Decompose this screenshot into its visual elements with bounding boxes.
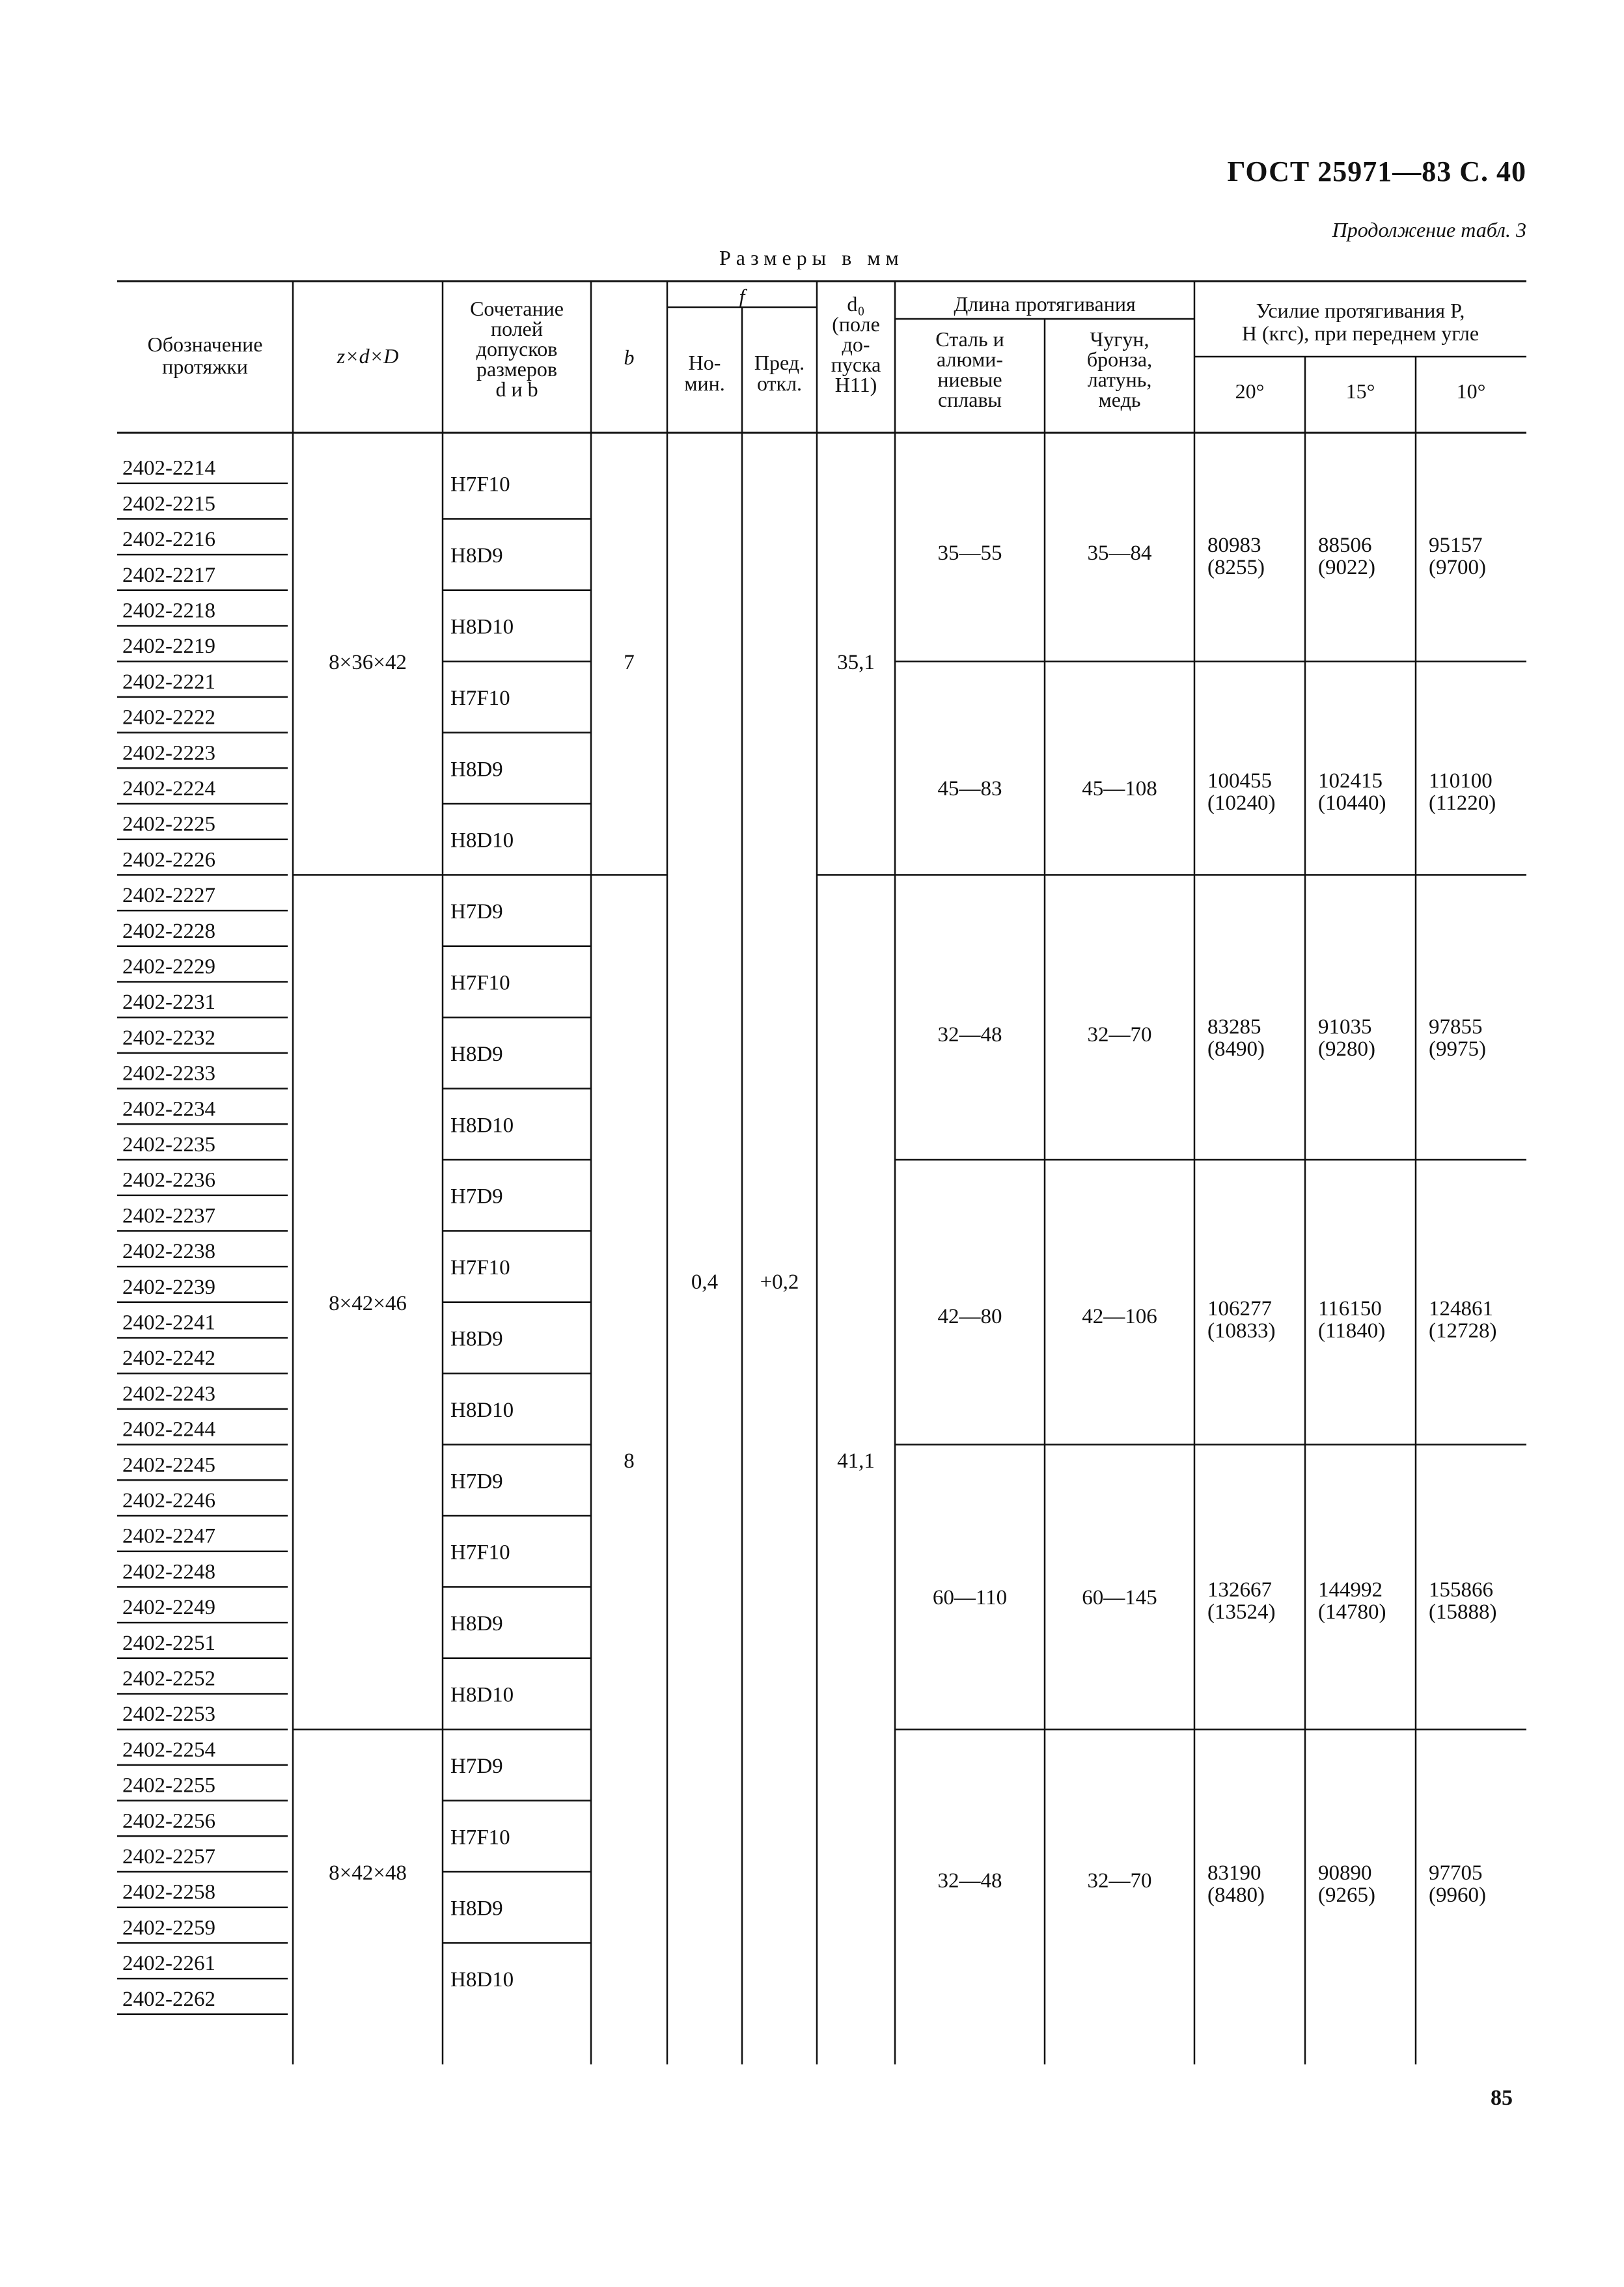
designation-cell: 2402-2219 bbox=[122, 635, 215, 659]
length-steel-cell: 60—110 bbox=[932, 1586, 1008, 1609]
header-f-nominal: Но- bbox=[688, 351, 721, 374]
force-cell-newton: 83190 bbox=[1207, 1861, 1261, 1885]
designation-cell: 2402-2229 bbox=[122, 955, 215, 979]
length-iron-cell: 35—84 bbox=[1087, 541, 1152, 565]
designation-cell: 2402-2234 bbox=[122, 1097, 215, 1121]
force-cell-newton: 83285 bbox=[1207, 1015, 1261, 1039]
force-cell-kgf: (12728) bbox=[1429, 1319, 1497, 1343]
force-cell-newton: 100455 bbox=[1207, 769, 1272, 793]
header-combo: Сочетание bbox=[470, 297, 564, 320]
designation-cell: 2402-2243 bbox=[122, 1382, 215, 1406]
header-f-deviation: Пред. bbox=[754, 351, 805, 374]
header-length-iron: Чугун, bbox=[1090, 327, 1149, 351]
force-cell-kgf: (10240) bbox=[1207, 791, 1276, 815]
header-length-iron: бронза, bbox=[1086, 348, 1153, 371]
header-d0: пуска bbox=[831, 353, 881, 376]
header-b: b bbox=[624, 346, 635, 369]
designation-cell: 2402-2222 bbox=[122, 705, 215, 730]
force-cell-newton: 110100 bbox=[1429, 769, 1493, 793]
header-force: Н (кгс), при переднем угле bbox=[1241, 322, 1479, 345]
designation-cell: 2402-2227 bbox=[122, 884, 215, 908]
designation-cell: 2402-2261 bbox=[122, 1952, 215, 1976]
length-steel-cell: 32—48 bbox=[937, 1869, 1002, 1893]
designation-cell: 2402-2231 bbox=[122, 991, 215, 1015]
header-length-steel: Сталь и bbox=[935, 327, 1004, 351]
combo-cell: H8D10 bbox=[450, 829, 514, 853]
combo-cell: H7F10 bbox=[450, 686, 510, 710]
combo-cell: H7F10 bbox=[450, 1541, 510, 1565]
f-deviation-cell: +0,2 bbox=[760, 1270, 799, 1294]
header-angle-15: 15° bbox=[1345, 379, 1375, 403]
combo-cell: H8D9 bbox=[450, 1327, 503, 1351]
force-cell-kgf: (8490) bbox=[1207, 1037, 1265, 1061]
designation-cell: 2402-2223 bbox=[122, 741, 215, 765]
header-length-steel: ниевые bbox=[937, 368, 1002, 391]
force-cell-kgf: (14780) bbox=[1318, 1600, 1386, 1624]
combo-cell: H7F10 bbox=[450, 971, 510, 995]
designation-cell: 2402-2249 bbox=[122, 1596, 215, 1620]
d0-cell: 35,1 bbox=[837, 651, 875, 675]
length-steel-cell: 35—55 bbox=[937, 541, 1002, 565]
designation-cell: 2402-2221 bbox=[122, 670, 215, 694]
designation-cell: 2402-2216 bbox=[122, 528, 215, 552]
designation-cell: 2402-2255 bbox=[122, 1773, 215, 1798]
combo-cell: H8D9 bbox=[450, 758, 503, 782]
force-cell-kgf: (11220) bbox=[1429, 791, 1496, 815]
header-length: Длина протягивания bbox=[954, 292, 1136, 316]
header-designation: Обозначение bbox=[147, 333, 263, 356]
combo-cell: H8D10 bbox=[450, 1114, 514, 1138]
f-nominal-cell: 0,4 bbox=[691, 1270, 719, 1294]
length-steel-cell: 42—80 bbox=[937, 1305, 1002, 1328]
designation-cell: 2402-2259 bbox=[122, 1916, 215, 1940]
designation-cell: 2402-2239 bbox=[122, 1275, 215, 1299]
header-force: Усилие протягивания P, bbox=[1256, 299, 1465, 322]
combo-cell: H8D10 bbox=[450, 615, 514, 639]
force-cell-kgf: (8480) bbox=[1207, 1883, 1265, 1907]
designation-cell: 2402-2238 bbox=[122, 1240, 215, 1264]
force-cell-kgf: (9960) bbox=[1429, 1883, 1486, 1907]
designation-cell: 2402-2214 bbox=[122, 456, 215, 480]
header-combo: размеров bbox=[476, 357, 557, 381]
zdD-cell: 8×36×42 bbox=[329, 651, 407, 675]
header-combo: полей bbox=[491, 317, 543, 340]
combo-cell: H8D9 bbox=[450, 1042, 503, 1066]
header-d0: d₀ bbox=[847, 292, 865, 316]
designation-cell: 2402-2218 bbox=[122, 599, 215, 623]
designation-cell: 2402-2237 bbox=[122, 1204, 215, 1228]
force-cell-newton: 124861 bbox=[1429, 1297, 1493, 1321]
zdD-cell: 8×42×48 bbox=[329, 1861, 407, 1885]
force-cell-kgf: (9975) bbox=[1429, 1037, 1486, 1061]
designation-cell: 2402-2233 bbox=[122, 1061, 215, 1086]
header-d0: до- bbox=[842, 333, 870, 356]
combo-cell: H7F10 bbox=[450, 1256, 510, 1280]
length-iron-cell: 42—106 bbox=[1082, 1305, 1157, 1328]
combo-cell: H7D9 bbox=[450, 1470, 503, 1494]
length-steel-cell: 45—83 bbox=[937, 777, 1002, 801]
header-f: f bbox=[739, 284, 745, 308]
designation-cell: 2402-2244 bbox=[122, 1417, 215, 1442]
designation-cell: 2402-2251 bbox=[122, 1631, 215, 1655]
force-cell-newton: 155866 bbox=[1429, 1578, 1493, 1602]
combo-cell: H8D10 bbox=[450, 1398, 514, 1422]
designation-cell: 2402-2215 bbox=[122, 492, 215, 516]
header-designation: протяжки bbox=[162, 355, 248, 378]
designation-cell: 2402-2256 bbox=[122, 1809, 215, 1833]
header-angle-10: 10° bbox=[1456, 379, 1486, 403]
force-cell-newton: 97855 bbox=[1429, 1015, 1483, 1039]
force-cell-newton: 80983 bbox=[1207, 534, 1261, 557]
header-f-deviation: откл. bbox=[756, 372, 803, 395]
designation-cell: 2402-2253 bbox=[122, 1703, 215, 1727]
page-number: 85 bbox=[1491, 2086, 1513, 2110]
table-continuation-note: Продолжение табл. 3 bbox=[1332, 218, 1526, 241]
combo-cell: H7D9 bbox=[450, 900, 503, 924]
designation-cell: 2402-2247 bbox=[122, 1524, 215, 1548]
d0-cell: 41,1 bbox=[837, 1449, 875, 1473]
header-d0: H11) bbox=[834, 373, 877, 396]
zdD-cell: 8×42×46 bbox=[329, 1291, 407, 1315]
force-cell-newton: 132667 bbox=[1207, 1578, 1272, 1602]
force-cell-newton: 88506 bbox=[1318, 534, 1372, 557]
force-cell-kgf: (11840) bbox=[1318, 1319, 1386, 1343]
force-cell-kgf: (8255) bbox=[1207, 556, 1265, 579]
header-length-iron: латунь, bbox=[1087, 368, 1152, 391]
designation-cell: 2402-2232 bbox=[122, 1026, 215, 1050]
combo-cell: H8D10 bbox=[450, 1968, 514, 1992]
force-cell-newton: 144992 bbox=[1318, 1578, 1383, 1602]
designation-cell: 2402-2245 bbox=[122, 1453, 215, 1477]
designation-cell: 2402-2248 bbox=[122, 1560, 215, 1584]
header-zdD: z×d×D bbox=[337, 344, 399, 368]
force-cell-kgf: (15888) bbox=[1429, 1600, 1497, 1624]
designation-cell: 2402-2246 bbox=[122, 1489, 215, 1513]
force-cell-newton: 97705 bbox=[1429, 1861, 1483, 1885]
force-cell-kgf: (9280) bbox=[1318, 1037, 1375, 1061]
header-length-steel: алюми- bbox=[937, 348, 1003, 371]
designation-cell: 2402-2226 bbox=[122, 848, 215, 872]
length-steel-cell: 32—48 bbox=[937, 1023, 1002, 1047]
designation-cell: 2402-2225 bbox=[122, 812, 215, 836]
designation-cell: 2402-2258 bbox=[122, 1880, 215, 1904]
force-cell-newton: 90890 bbox=[1318, 1861, 1372, 1885]
combo-cell: H7F10 bbox=[450, 472, 510, 497]
force-cell-kgf: (9022) bbox=[1318, 556, 1375, 579]
designation-cell: 2402-2252 bbox=[122, 1667, 215, 1691]
header-angle-20: 20° bbox=[1235, 379, 1265, 403]
designation-cell: 2402-2236 bbox=[122, 1168, 215, 1192]
header-combo: допусков bbox=[476, 337, 558, 361]
combo-cell: H7D9 bbox=[450, 1185, 503, 1209]
length-iron-cell: 60—145 bbox=[1082, 1586, 1157, 1609]
designation-cell: 2402-2241 bbox=[122, 1311, 215, 1335]
units-caption: Размеры в мм bbox=[719, 246, 904, 269]
designation-cell: 2402-2224 bbox=[122, 777, 215, 801]
header-length-iron: медь bbox=[1098, 388, 1141, 411]
header-combo: d и b bbox=[495, 377, 538, 401]
length-iron-cell: 32—70 bbox=[1087, 1869, 1152, 1893]
designation-cell: 2402-2217 bbox=[122, 563, 215, 587]
length-iron-cell: 32—70 bbox=[1087, 1023, 1152, 1047]
force-cell-kgf: (9265) bbox=[1318, 1883, 1375, 1907]
force-cell-newton: 102415 bbox=[1318, 769, 1383, 793]
designation-cell: 2402-2235 bbox=[122, 1133, 215, 1157]
designation-cell: 2402-2242 bbox=[122, 1347, 215, 1371]
force-cell-kgf: (10440) bbox=[1318, 791, 1386, 815]
b-cell: 8 bbox=[624, 1449, 635, 1473]
b-cell: 7 bbox=[624, 651, 635, 675]
designation-cell: 2402-2254 bbox=[122, 1738, 215, 1762]
force-cell-kgf: (10833) bbox=[1207, 1319, 1276, 1343]
combo-cell: H8D9 bbox=[450, 1612, 503, 1636]
header-d0: (поле bbox=[832, 312, 880, 336]
combo-cell: H8D10 bbox=[450, 1683, 514, 1707]
designation-cell: 2402-2257 bbox=[122, 1845, 215, 1869]
combo-cell: H7D9 bbox=[450, 1754, 503, 1778]
force-cell-newton: 91035 bbox=[1318, 1015, 1372, 1039]
force-cell-kgf: (13524) bbox=[1207, 1600, 1276, 1624]
length-iron-cell: 45—108 bbox=[1082, 777, 1157, 801]
combo-cell: H8D9 bbox=[450, 544, 503, 568]
force-cell-newton: 95157 bbox=[1429, 534, 1483, 557]
designation-cell: 2402-2228 bbox=[122, 919, 215, 943]
header-f-nominal: мин. bbox=[684, 372, 725, 395]
combo-cell: H8D9 bbox=[450, 1897, 503, 1921]
force-cell-newton: 116150 bbox=[1318, 1297, 1382, 1321]
force-cell-kgf: (9700) bbox=[1429, 556, 1486, 579]
combo-cell: H7F10 bbox=[450, 1826, 510, 1850]
designation-cell: 2402-2262 bbox=[122, 1987, 215, 2011]
document-header: ГОСТ 25971—83 С. 40 bbox=[1227, 156, 1526, 187]
force-cell-newton: 106277 bbox=[1207, 1297, 1272, 1321]
header-length-steel: сплавы bbox=[937, 388, 1002, 411]
